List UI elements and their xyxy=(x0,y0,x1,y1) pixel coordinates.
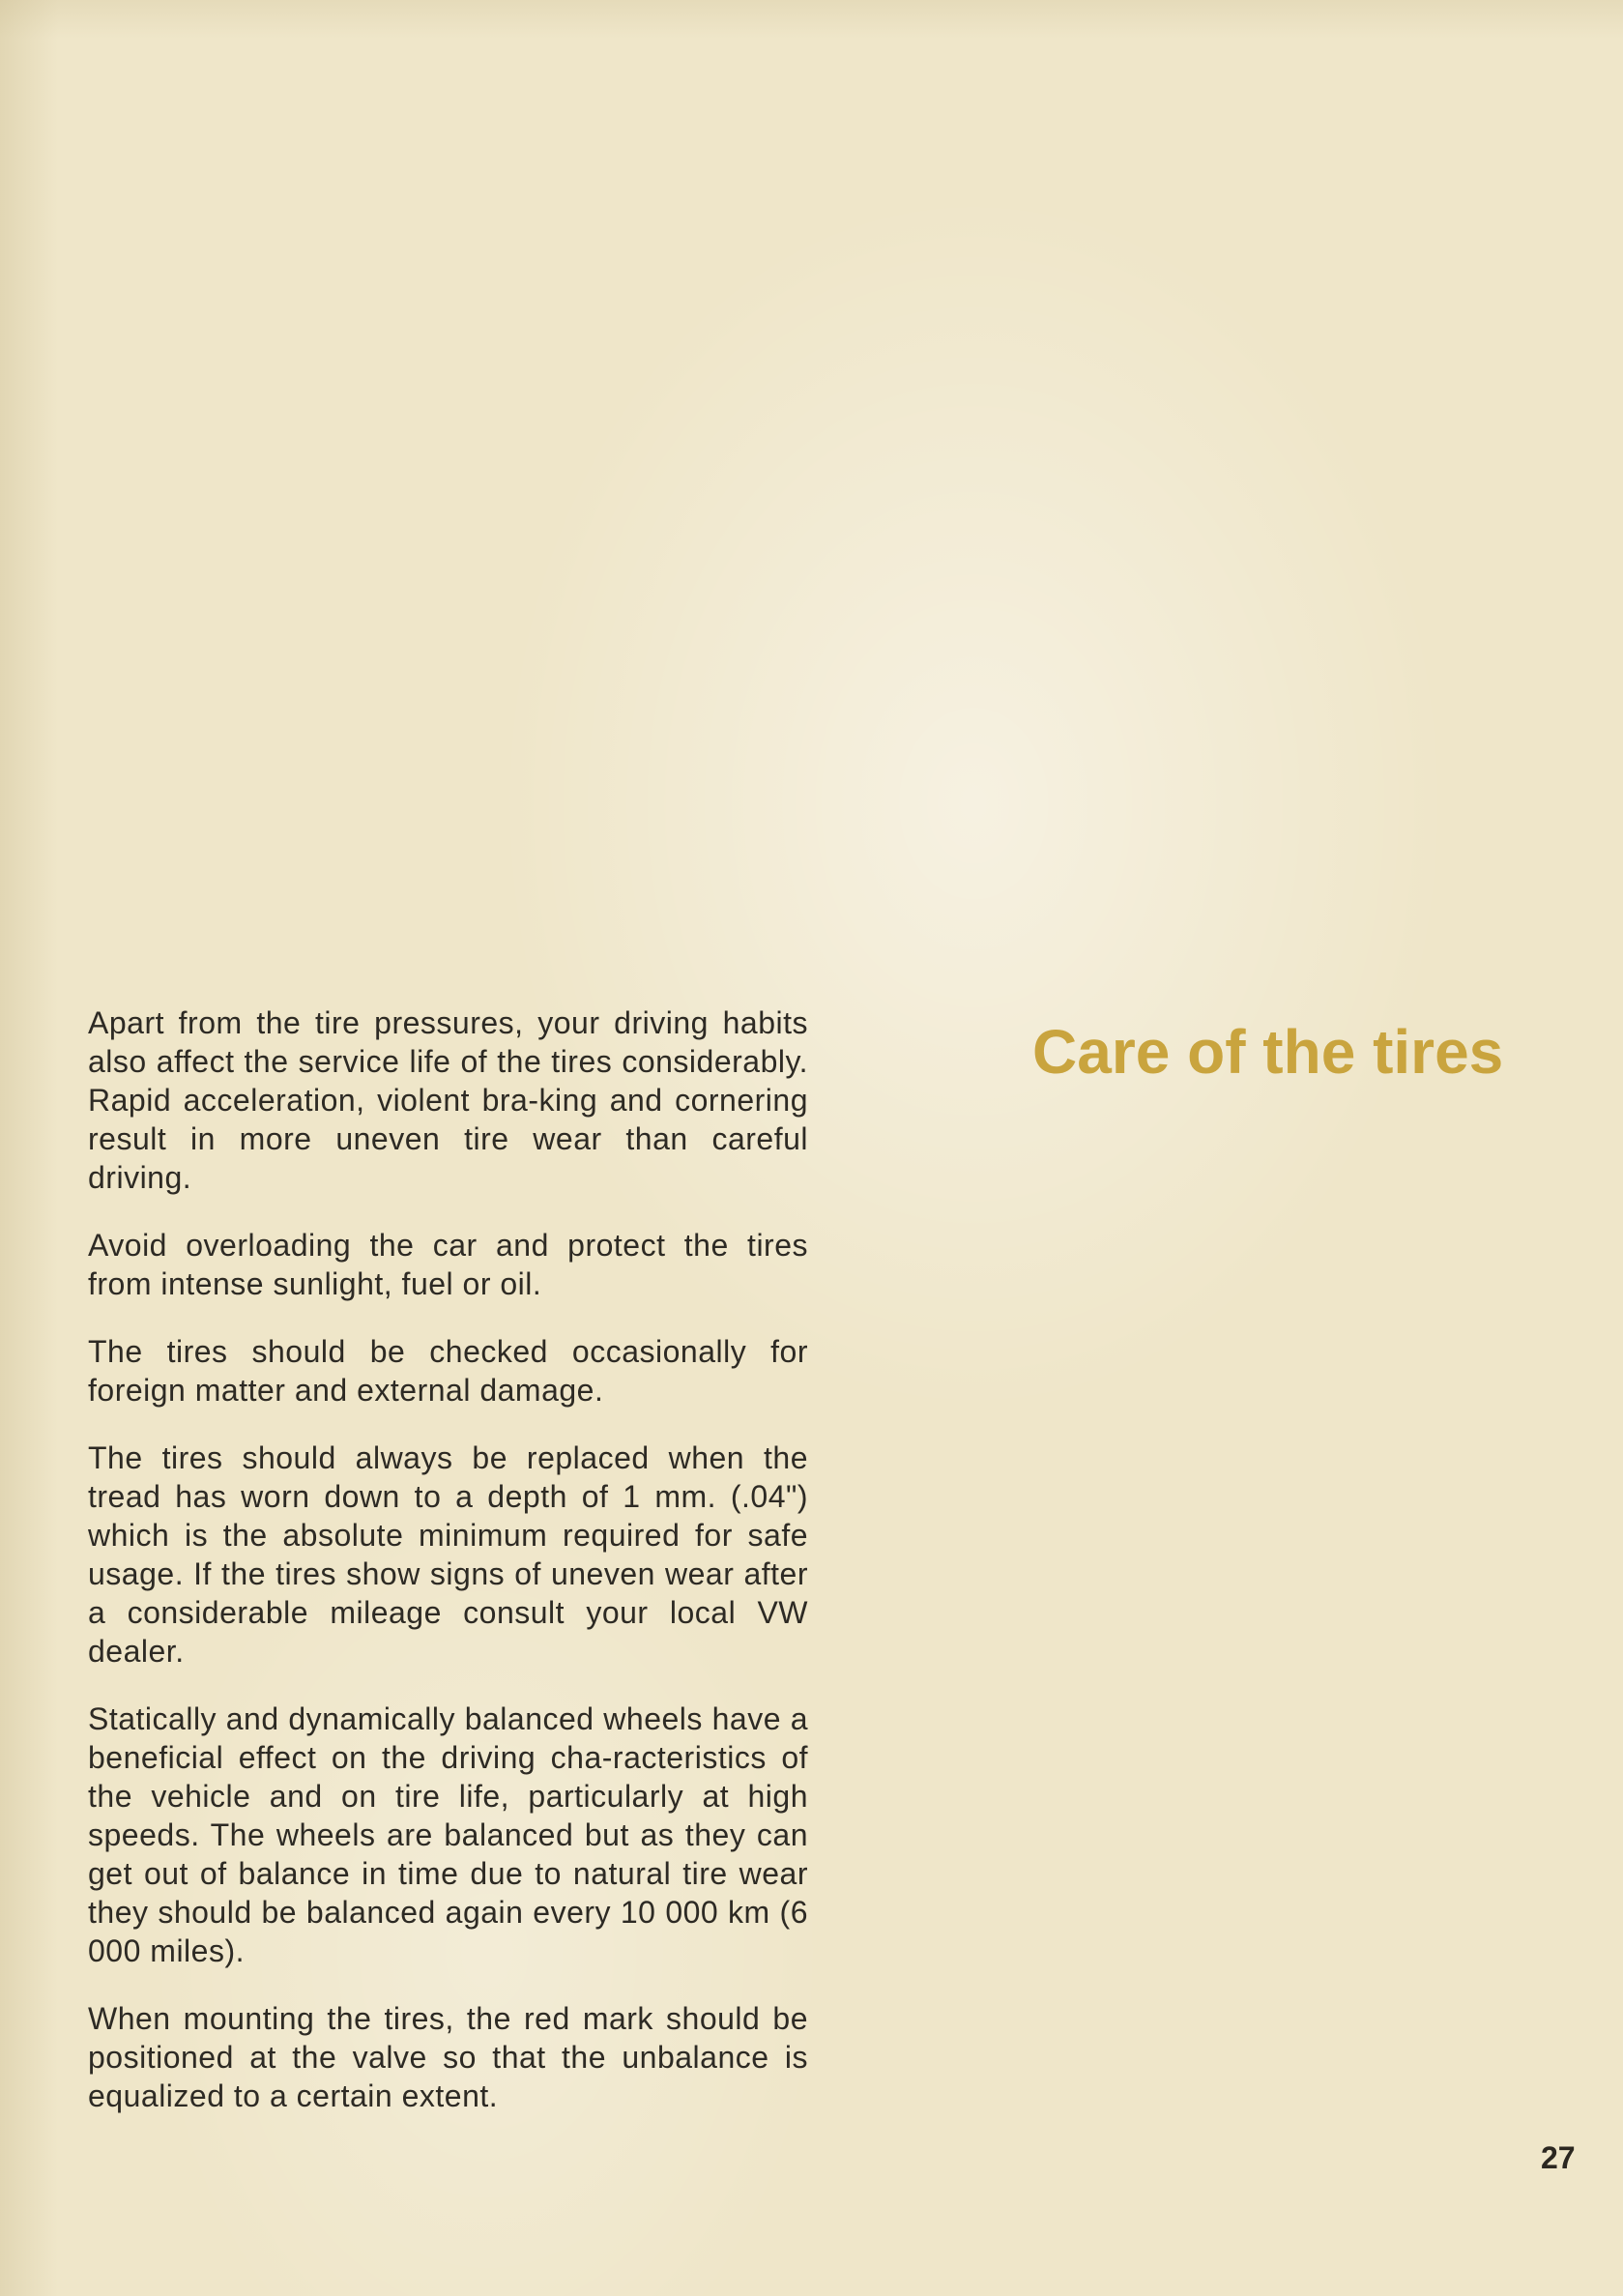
page-number: 27 xyxy=(1541,2140,1576,2175)
paragraph-replacement: The tires should always be replaced when the tread has worn down to a depth of 1 mm. (.04") which is the absolute minimum required for safe usage. If the tires show signs of uneven wear after a considerable mileage consult your local VW dealer. xyxy=(88,1440,808,1669)
paragraph-overloading: Avoid overloading the car and protect the tires from intense sunlight, fuel or oil. xyxy=(88,1228,808,1301)
body-text-column xyxy=(88,1003,808,2144)
paragraph-checking: The tires should be checked occasionally for foreign matter and external damage. xyxy=(88,1334,808,1408)
page-title: Care of the tires xyxy=(1032,1017,1504,1087)
paragraph-driving-habits: Apart from the tire pressures, your driving habits also affect the service life of the tires considerably. Rapid acceleration, violent bra-king and cornering result in more uneven tire wear than careful driving. xyxy=(88,1005,808,1195)
paragraph-balancing: Statically and dynamically balanced wheels have a beneficial effect on the driving cha-racteristics of the vehicle and on tire life, particularly at high speeds. The wheels are balanced but as they can get out of balance in time due to natural tire wear they should be balanced again every 10 000 km (6 000 miles). xyxy=(88,1701,808,1968)
paragraph-mounting: When mounting the tires, the red mark should be positioned at the valve so that the unbalance is equalized to a certain extent. xyxy=(88,2001,808,2113)
